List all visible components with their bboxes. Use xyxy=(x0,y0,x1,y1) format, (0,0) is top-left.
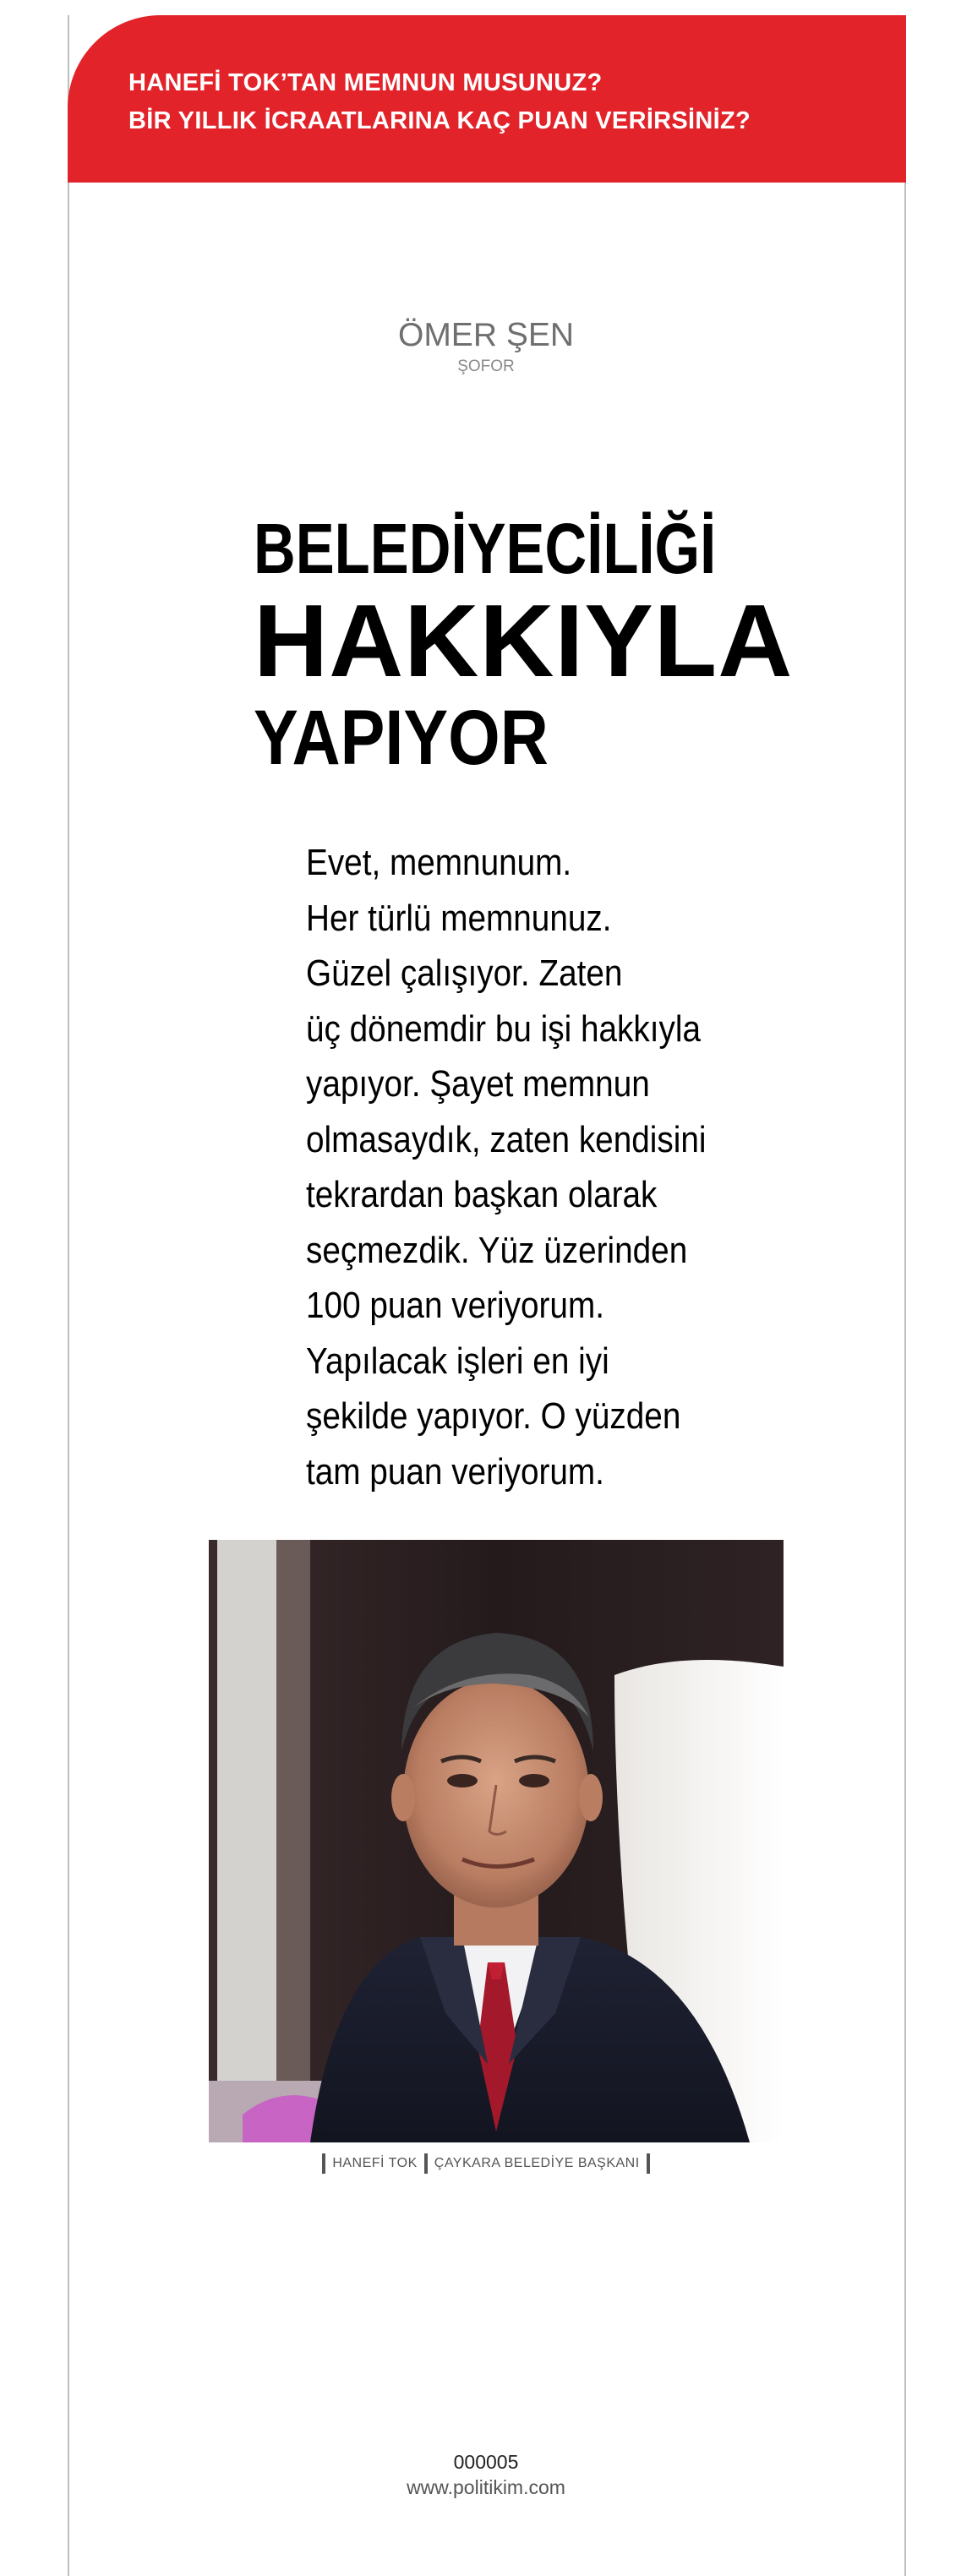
caption-divider xyxy=(424,2153,428,2174)
quote-line: Evet, memnunum. xyxy=(306,842,572,883)
quote-line: olmasaydık, zaten kendisini xyxy=(306,1118,707,1160)
headline-line-2: HAKKIYLA xyxy=(254,583,794,698)
quote-line: yapıyor. Şayet memnun xyxy=(306,1063,650,1105)
website-link[interactable]: www.politikim.com xyxy=(407,2476,565,2498)
quote-line: 100 puan veriyorum. xyxy=(306,1285,604,1326)
quote-line: üç dönemdir bu işi hakkıyla xyxy=(306,1007,702,1050)
headline xyxy=(254,507,817,784)
question-banner xyxy=(68,15,906,183)
caption-divider xyxy=(647,2153,650,2174)
author-occupation: ŞOFOR xyxy=(457,357,515,375)
quote-line: şekilde yapıyor. O yüzden xyxy=(306,1395,681,1437)
quote-line: Yapılacak işleri en iyi xyxy=(306,1340,609,1382)
banner-question-line-1: HANEFİ TOK’TAN MEMNUN MUSUNUZ? xyxy=(128,69,603,96)
portrait-illustration xyxy=(209,1540,784,2142)
caption-name: HANEFİ TOK xyxy=(332,2156,418,2170)
headline-line-3: YAPIYOR xyxy=(254,695,549,781)
quote-body xyxy=(306,835,779,1499)
page-footer xyxy=(0,2449,972,2500)
page-number: 000005 xyxy=(453,2451,519,2473)
mayor-portrait-photo xyxy=(209,1540,784,2142)
headline-line-1: BELEDİYECİLİĞİ xyxy=(254,509,717,588)
quote-line: Her türlü memnunuz. xyxy=(306,897,612,939)
author-name: ÖMER ŞEN xyxy=(397,317,575,353)
quote-line: tekrardan başkan olarak xyxy=(306,1174,658,1215)
caption-title: ÇAYKARA BELEDİYE BAŞKANI xyxy=(434,2156,640,2170)
author-block xyxy=(0,316,972,377)
caption-divider xyxy=(322,2153,325,2174)
photo-caption xyxy=(0,2153,972,2174)
quote-line: seçmezdik. Yüz üzerinden xyxy=(306,1229,688,1271)
quote-line: Güzel çalışıyor. Zaten xyxy=(306,952,623,994)
banner-question-line-2: BİR YILLIK İCRAATLARINA KAÇ PUAN VERİRSİNİZ? xyxy=(128,107,751,134)
quote-line: tam puan veriyorum. xyxy=(306,1450,604,1493)
